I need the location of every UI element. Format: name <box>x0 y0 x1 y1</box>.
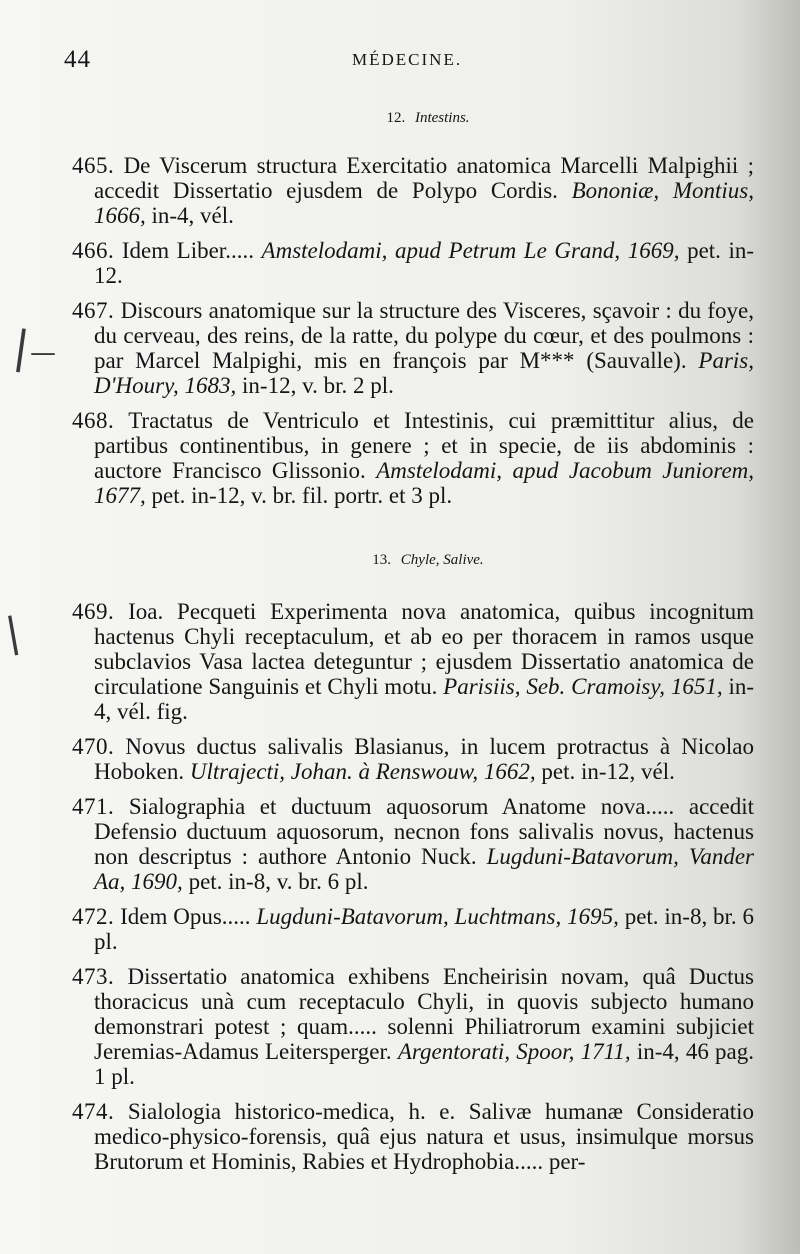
entry-number: 466. <box>72 238 115 263</box>
margin-pencil-mark: | <box>2 609 24 657</box>
margin-pencil-mark: | <box>10 321 33 374</box>
entry-text: Discours anatomique sur la structure des Visceres, sçavoir : du foye, du cerveau, des reins, de la ratte, du polype du cœur, et des poulmons : par Marcel Malpighi, mis en françois par M*** (Sauvalle). <box>94 298 755 373</box>
entry-text: Sialographia et ductuum aquosorum Anatome nova..... accedit Defensio ductuum aquosorum, necnon fons salivalis novus, hactenus non descriptus : authore Antonio Nuck. <box>94 794 754 869</box>
entry-text: Novus ductus salivalis Blasianus, in lucem protractus à Nicolao Hoboken. <box>94 734 755 784</box>
entry-imprint: Lugduni-Batavorum, Luchtmans, 1695, <box>256 904 619 929</box>
entry-format: in-4, 46 pag. 1 pl. <box>94 1039 755 1089</box>
entry-number: 472. <box>72 904 115 929</box>
page-number: 44 <box>64 46 91 73</box>
catalog-entry-469 <box>72 599 754 724</box>
catalog-entry-471 <box>72 794 754 894</box>
entry-number: 468. <box>72 408 115 433</box>
entry-imprint: Amstelodami, apud Petrum Le Grand, 1669, <box>261 238 680 263</box>
entry-text: Dissertatio anatomica exhibens Encheirisin novam, quâ Ductus thoracicus unà cum receptaculo Chyli, in quovis subjecto humano demonstrari potest ; quam..... solenni Philiatrorum examini subjiciet Jeremias-Adamus Leitersperger. <box>94 964 755 1064</box>
entry-format: pet. in-12, v. br. fil. portr. et 3 pl. <box>151 483 453 508</box>
entry-number: 470. <box>72 734 115 759</box>
entry-text: De Viscerum structura Exercitatio anatomica Marcelli Malpighii ; accedit Dissertatio ejusdem de Polypo Cordis. <box>94 153 755 203</box>
section-heading-intestins <box>102 110 754 127</box>
entry-format: pet. in-12, vél. <box>541 759 675 784</box>
entry-format: pet. in-12. <box>94 238 755 288</box>
entry-format: in-4, vél. <box>151 203 234 228</box>
entry-text: Tractatus de Ventriculo et Intestinis, cui præmittitur alius, de partibus continentibus, in genere ; et in specie, de iis abdominis : auctore Francisco Glissonio. <box>94 408 754 483</box>
catalog-entry-466 <box>72 238 754 288</box>
catalog-entry-470 <box>72 734 754 784</box>
entry-imprint: Parisiis, Seb. Cramoisy, 1651, <box>443 674 723 699</box>
entry-text: Ioa. Pecqueti Experimenta nova anatomica, quibus incognitum hactenus Chyli receptaculum, et ab eo per thoracem in ramos usque subclavios Vasa lactea deteguntur ; ejusdem Dissertatio anatomica de circulatione Sanguinis et Chyli motu. <box>94 599 754 699</box>
catalog-entry-467 <box>72 298 754 398</box>
entry-imprint: Bononiæ, Montius, 1666, <box>94 178 754 228</box>
running-head <box>64 40 754 80</box>
catalog-entry-473 <box>72 964 754 1089</box>
entry-format: in-12, v. br. 2 pl. <box>242 373 394 398</box>
entry-text: Idem Liber..... <box>121 238 254 263</box>
catalog-entry-465 <box>72 153 754 228</box>
section-number: 12. <box>386 110 406 126</box>
section-title: Intestins. <box>414 110 470 126</box>
entry-number: 467. <box>72 298 115 323</box>
entry-imprint: Argentorati, Spoor, 1711, <box>397 1039 631 1064</box>
entry-imprint: Paris, D'Houry, 1683, <box>94 348 754 398</box>
entry-number: 474. <box>72 1099 115 1124</box>
entry-number: 471. <box>72 794 115 819</box>
entry-format: in-4, vél. fig. <box>94 674 754 724</box>
entry-format: pet. in-8, br. 6 pl. <box>94 904 755 954</box>
entry-format: pet. in-8, v. br. 6 pl. <box>188 869 369 894</box>
entry-imprint: Ultrajecti, Johan. à Renswouw, 1662, <box>189 759 536 784</box>
entry-number: 469. <box>72 599 115 624</box>
entry-text: Idem Opus..... <box>120 904 251 929</box>
running-title: MÉDECINE. <box>352 50 463 69</box>
section-heading-chyle-salive <box>102 552 754 569</box>
entry-imprint: Lugduni-Batavorum, Vander Aa, 1690, <box>94 844 754 894</box>
entry-imprint: Amstelodami, apud Jacobum Juniorem, 1677, <box>94 458 755 508</box>
catalog-entry-474 <box>72 1099 754 1174</box>
entry-number: 465. <box>72 153 115 178</box>
section-title: Chyle, Salive. <box>400 552 484 568</box>
entry-number: 473. <box>72 964 115 989</box>
section-number: 13. <box>372 552 392 568</box>
catalog-entry-468 <box>72 408 754 508</box>
margin-pencil-mark: — <box>30 338 56 368</box>
entry-text: Sialologia historico-medica, h. e. Salivæ humanæ Consideratio medico-physico-forensis, quâ ejus natura et usus, insimulque morsus Brutorum et Hominis, Rabies et Hydrophobia..... per- <box>94 1099 755 1174</box>
catalog-entry-472 <box>72 904 754 954</box>
